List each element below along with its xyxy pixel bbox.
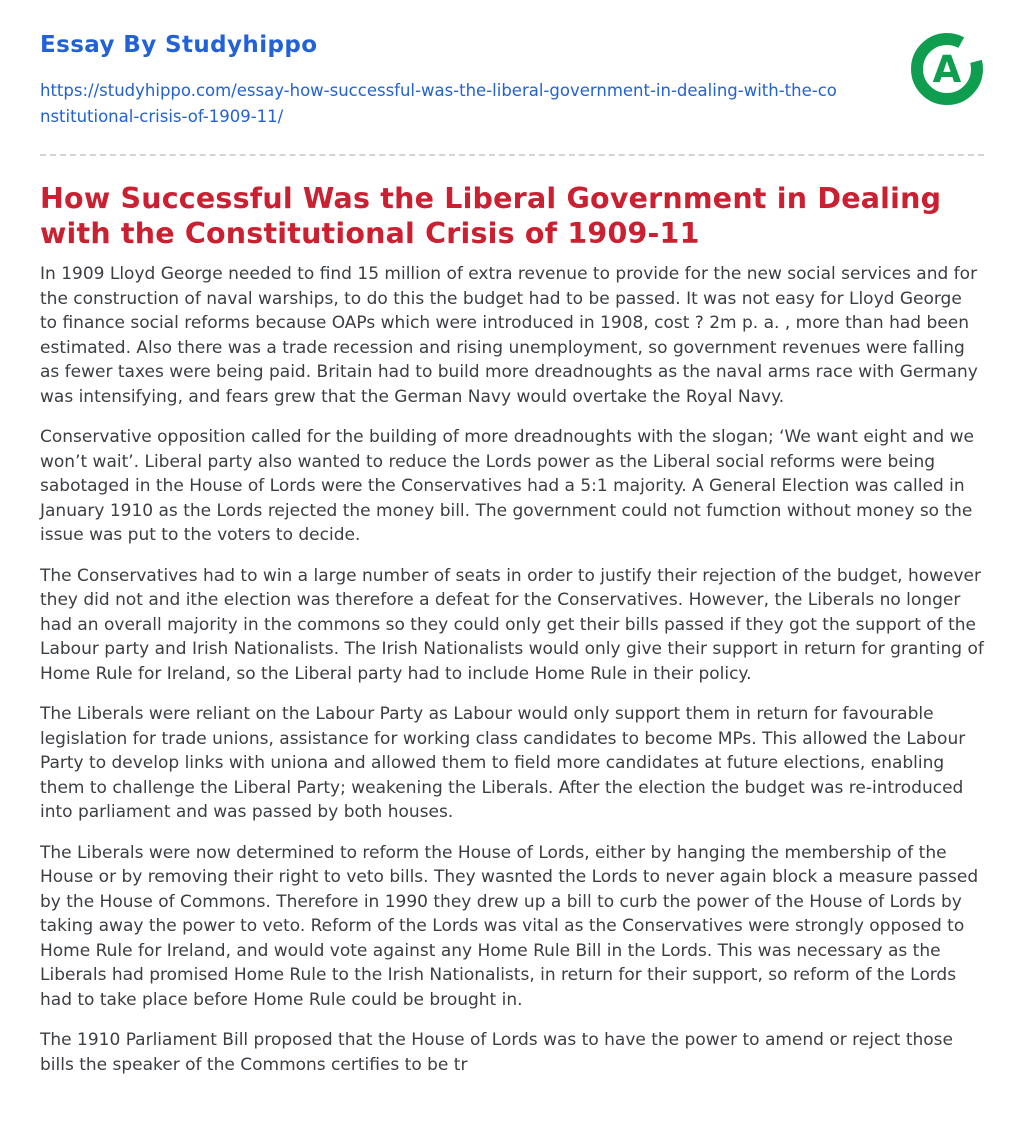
essay-paragraph: The Conservatives had to win a large number of seats in order to justify their rejection of the budget, however they did not and ithe election was therefore a defeat for the Conservatives. However, the Liberals no longer had an overall majority in the commons so they could only get their bills passed if they got the support of the Labour party and Irish Nationalists. The Irish Nationalists would only give their support in return for granting of Home Rule for Ireland, so the Liberal party had to include Home Rule in their policy. — [40, 565, 984, 684]
essay-title: How Successful Was the Liberal Government in Dealing with the Constitutional Crisis of 1909-11 — [40, 182, 942, 250]
essay-paragraph: Conservative opposition called for the building of more dreadnoughts with the slogan; ‘We want eight and we won’t wait’. Liberal party also wanted to reduce the Lords power as the Liberal social reforms were being sabotaged in the House of Lords were the Conservatives had a 5:1 majority. A General Election was called in January 1910 as the Lords rejected the money bill. The government could not fumction without money so the issue was put to the voters to decide. — [40, 427, 974, 545]
header-divider — [40, 154, 984, 156]
essay-body — [40, 262, 984, 1077]
essay-paragraph: In 1909 Lloyd George needed to find 15 million of extra revenue to provide for the new social services and for the construction of naval warships, to do this the budget had to be passed. It was not easy for Lloyd George to finance social reforms because OAPs which were introduced in 1908, cost ? 2m p. a. , more than had been estimated. Also there was a trade recession and rising unemployment, so government revenues were falling as fewer taxes were being paid. Britain had to build more dreadnoughts as the naval arms race with Germany was intensifying, and fears grew that the German Navy would overtake the Royal Navy. — [40, 264, 978, 407]
logo-letter: A — [932, 48, 962, 91]
essay-paragraph: The Liberals were reliant on the Labour Party as Labour would only support them in return for favourable legislation for trade unions, assistance for working class candidates to become MPs. This allowed the Labour Party to develop links with uniona and allowed them to field more candidates at future elections, enabling them to challenge the Liberal Party; weakening the Liberals. After the election the budget was re-introduced into parliament and was passed by both houses. — [40, 704, 966, 822]
essay-paragraph: The 1910 Parliament Bill proposed that the House of Lords was to have the power to amend or reject those bills the speaker of the Commons certifies to be tr — [40, 1030, 953, 1075]
studyhippo-logo — [910, 32, 984, 106]
essay-url-link[interactable]: https://studyhippo.com/essay-how-successful-was-the-liberal-government-in-dealing-with-the-constitutional-crisis-of-1909-11/ — [40, 81, 837, 126]
header-text-block — [40, 32, 845, 130]
essay-paragraph: The Liberals were now determined to reform the House of Lords, either by hanging the membership of the House or by removing their right to veto bills. They wasnted the Lords to never again block a measure passed by the House of Commons. Therefore in 1990 they drew up a bill to curb the power of the House of Lords by taking away the power to veto. Reform of the Lords was vital as the Conservatives were strongly opposed to Home Rule for Ireland, and would vote against any Home Rule Bill in the Lords. This was necessary as the Liberals had promised Home Rule to the Irish Nationalists, in return for their support, so reform of the Lords had to take place before Home Rule could be brought in. — [40, 842, 979, 1010]
studyhippo-logo-icon — [910, 32, 984, 106]
essay-main — [40, 181, 984, 1077]
page-header — [40, 32, 984, 130]
site-title: Essay By Studyhippo — [40, 32, 318, 58]
